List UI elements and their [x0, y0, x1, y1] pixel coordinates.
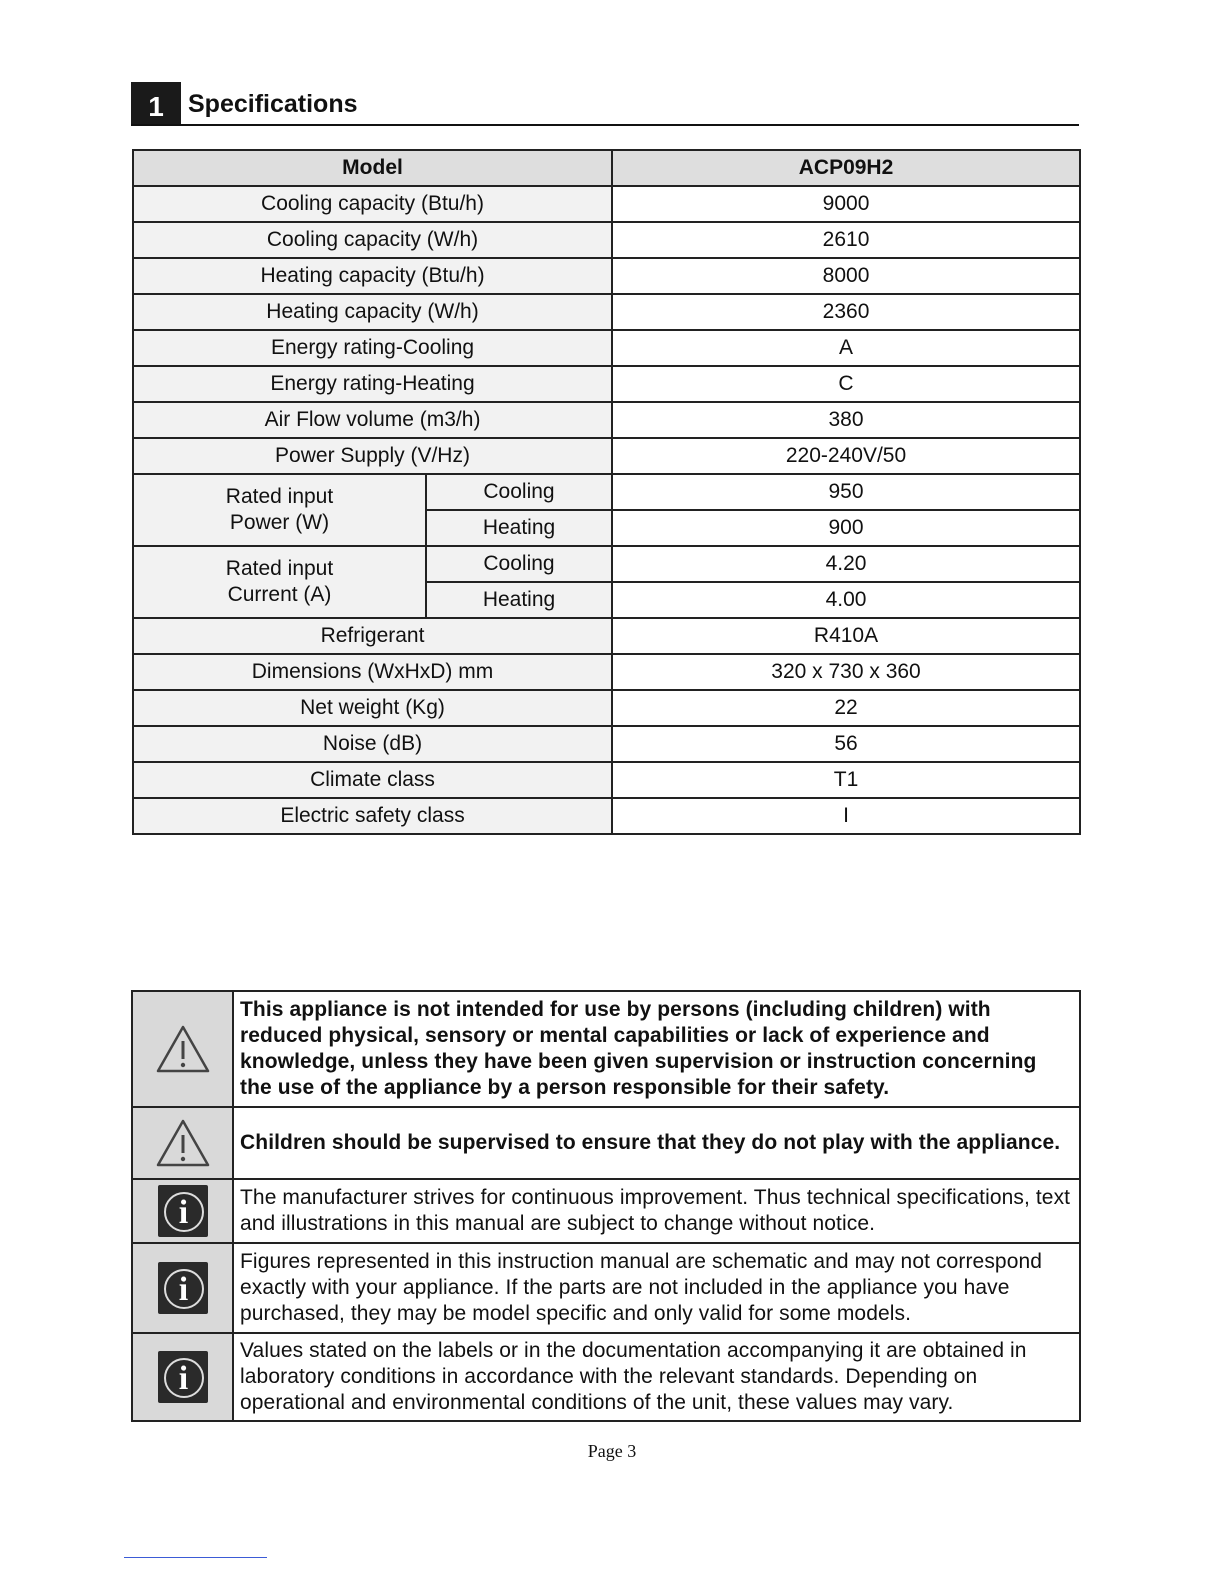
table-row: [133, 762, 1080, 798]
notice-text: Figures represented in this instruction manual are schematic and may not correspond exactly with your appliance. If the parts are not included in the appliance you have purchased, they may be model specific and only valid for some models.: [233, 1243, 1080, 1333]
notice-row: [132, 1107, 1080, 1179]
info-icon: [158, 1185, 208, 1237]
spec-value: 2360: [612, 294, 1080, 330]
table-row: [133, 798, 1080, 834]
footnote-divider: [124, 1557, 267, 1558]
notice-icon-cell: [132, 1179, 233, 1243]
page-title: Specifications: [188, 90, 358, 118]
table-row: [133, 186, 1080, 222]
spec-value: 380: [612, 402, 1080, 438]
table-row: [133, 474, 1080, 510]
table-row: [133, 366, 1080, 402]
spec-value: 950: [612, 474, 1080, 510]
section-number: 1: [131, 82, 181, 124]
table-row: [133, 690, 1080, 726]
table-row: [133, 654, 1080, 690]
table-row: [133, 222, 1080, 258]
spec-label: Air Flow volume (m3/h): [133, 402, 612, 438]
spec-value: 900: [612, 510, 1080, 546]
spec-value: T1: [612, 762, 1080, 798]
table-row: [133, 726, 1080, 762]
spec-value: A: [612, 330, 1080, 366]
notice-icon-cell: [132, 1243, 233, 1333]
spec-value: 2610: [612, 222, 1080, 258]
spec-label: Power Supply (V/Hz): [133, 438, 612, 474]
spec-value: I: [612, 798, 1080, 834]
spec-value: 320 x 730 x 360: [612, 654, 1080, 690]
sub-label-heating: Heating: [426, 510, 612, 546]
spec-label: Cooling capacity (Btu/h): [133, 186, 612, 222]
notice-icon-cell: [132, 1107, 233, 1179]
table-row: [133, 438, 1080, 474]
notice-row: [132, 1179, 1080, 1243]
spec-label: Net weight (Kg): [133, 690, 612, 726]
notice-icon-cell: [132, 1333, 233, 1421]
info-icon-glyph: i: [164, 1358, 204, 1398]
table-row: [133, 330, 1080, 366]
spec-label: Heating capacity (Btu/h): [133, 258, 612, 294]
info-icon: [158, 1351, 208, 1403]
spec-label: Heating capacity (W/h): [133, 294, 612, 330]
notice-text: This appliance is not intended for use by persons (including children) with reduced physical, sensory or mental capabilities or lack of experience and knowledge, unless they have been given supervision or instruction concerning the use of the appliance by a person responsible for their safety.: [233, 991, 1080, 1107]
rated-power-label: [133, 474, 426, 546]
info-icon-glyph: i: [164, 1192, 204, 1232]
spec-value: 56: [612, 726, 1080, 762]
specifications-table: [132, 149, 1081, 835]
rated-current-label-line1: Rated input: [225, 557, 334, 580]
spec-label: Noise (dB): [133, 726, 612, 762]
model-header: Model: [133, 150, 612, 186]
notice-text: Children should be supervised to ensure that they do not play with the appliance.: [233, 1107, 1080, 1179]
sub-label-cooling: Cooling: [426, 546, 612, 582]
spec-value: C: [612, 366, 1080, 402]
spec-label: Climate class: [133, 762, 612, 798]
notice-row: [132, 991, 1080, 1107]
table-row: [133, 294, 1080, 330]
warning-icon: [155, 1118, 211, 1168]
spec-label: Refrigerant: [133, 618, 612, 654]
section-heading: [131, 82, 1079, 126]
rated-power-label-line1: Rated input: [225, 485, 334, 508]
spec-value: 220-240V/50: [612, 438, 1080, 474]
rated-power-label-line2: Power (W): [229, 511, 330, 534]
info-icon: [158, 1262, 208, 1314]
notice-row: [132, 1243, 1080, 1333]
page-number: Page 3: [587, 1441, 637, 1461]
sub-label-heating: Heating: [426, 582, 612, 618]
rated-current-label-line2: Current (A): [227, 583, 332, 606]
sub-label-cooling: Cooling: [426, 474, 612, 510]
spec-value: R410A: [612, 618, 1080, 654]
notice-text: Values stated on the labels or in the documentation accompanying it are obtained in laboratory conditions in accordance with the relevant standards. Depending on operational and environmental conditions of the unit, these values may vary.: [233, 1333, 1080, 1421]
spec-value: 8000: [612, 258, 1080, 294]
warning-icon: [155, 1024, 211, 1074]
rated-current-label: [133, 546, 426, 618]
table-row: [133, 402, 1080, 438]
notices-table: [131, 990, 1081, 1422]
spec-label: Energy rating-Heating: [133, 366, 612, 402]
spec-label: Dimensions (WxHxD) mm: [133, 654, 612, 690]
spec-label: Energy rating-Cooling: [133, 330, 612, 366]
notice-row: [132, 1333, 1080, 1421]
model-value: ACP09H2: [612, 150, 1080, 186]
notice-text: The manufacturer strives for continuous improvement. Thus technical specifications, text and illustrations in this manual are subject to change without notice.: [233, 1179, 1080, 1243]
spec-label: Electric safety class: [133, 798, 612, 834]
spec-value: 4.20: [612, 546, 1080, 582]
spec-value: 4.00: [612, 582, 1080, 618]
info-icon-glyph: i: [164, 1269, 204, 1309]
table-row: [133, 546, 1080, 582]
table-row: [133, 618, 1080, 654]
spec-value: 22: [612, 690, 1080, 726]
table-header-row: [133, 150, 1080, 186]
table-row: [133, 258, 1080, 294]
notice-icon-cell: [132, 991, 233, 1107]
spec-label: Cooling capacity (W/h): [133, 222, 612, 258]
spec-value: 9000: [612, 186, 1080, 222]
